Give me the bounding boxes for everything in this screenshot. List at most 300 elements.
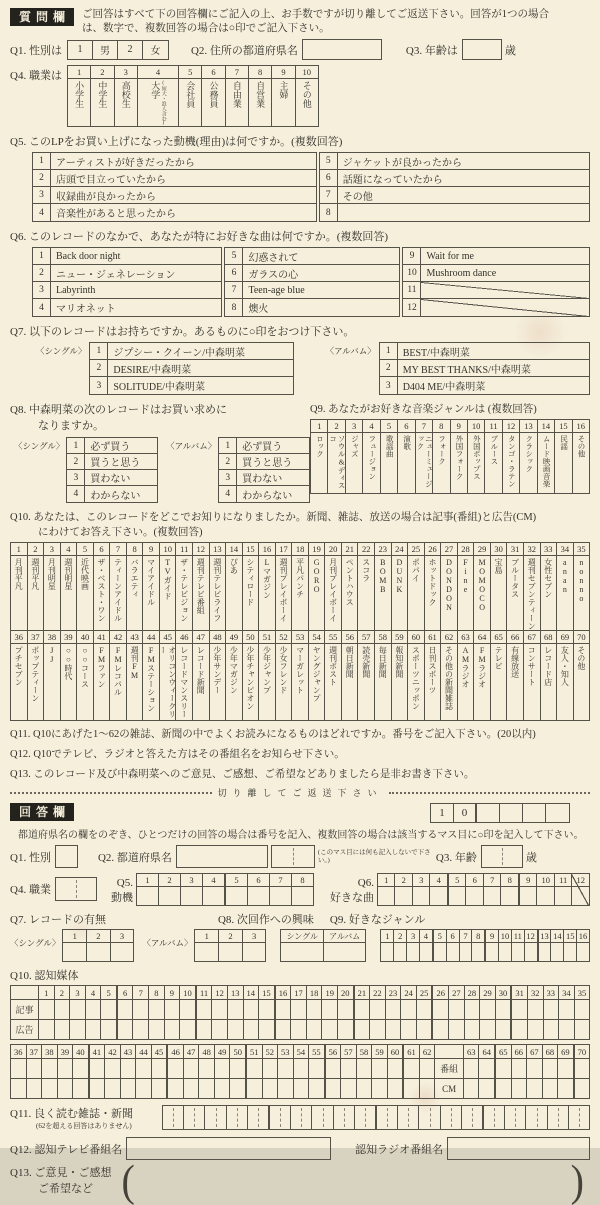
answer-cell[interactable]	[180, 1000, 197, 1019]
answer-cell[interactable]	[381, 943, 393, 961]
answer-cell[interactable]	[70, 1000, 86, 1019]
answer-cell[interactable]	[101, 1020, 118, 1039]
answer-prefecture-code-cell[interactable]	[271, 845, 315, 868]
answer-cell[interactable]	[512, 1000, 528, 1019]
answer-cell[interactable]	[159, 887, 180, 905]
answer-cell[interactable]	[276, 1000, 292, 1019]
answer-cell[interactable]	[575, 1000, 590, 1019]
genre-column	[416, 420, 433, 493]
answer-cell[interactable]	[149, 1000, 165, 1019]
answer-cell[interactable]	[539, 943, 551, 961]
answer-q7-label: Q7. レコードの有無	[10, 914, 106, 926]
answer-cell[interactable]	[388, 1079, 405, 1098]
answer-cell[interactable]	[447, 943, 459, 961]
answer-column	[270, 874, 292, 905]
answer-column-number: 2	[87, 930, 110, 943]
answer-cell[interactable]	[118, 1000, 134, 1019]
answer-cell[interactable]	[118, 1020, 134, 1039]
media-number: 67	[524, 631, 540, 644]
answer-cell[interactable]	[137, 887, 158, 905]
column-number: 68	[543, 1045, 559, 1058]
answer-cell[interactable]	[496, 1079, 512, 1098]
answer-cell[interactable]	[496, 1059, 512, 1078]
media-name: DUNK	[394, 558, 404, 594]
answer-q9-label: Q9. 好きなジャンル	[329, 914, 426, 926]
media-number: 49	[226, 631, 242, 644]
answer-cell[interactable]	[149, 1020, 165, 1039]
magazine-answer-cell[interactable]	[569, 1106, 589, 1129]
answer-cell[interactable]	[101, 1000, 118, 1019]
answer-cell[interactable]	[388, 1059, 405, 1078]
magazine-answer-cell[interactable]	[334, 1106, 355, 1129]
answer-column-number: 1	[195, 930, 218, 943]
song-title: Mushroom dance	[426, 267, 497, 279]
answer-cell[interactable]	[575, 1020, 590, 1039]
answer-cell[interactable]	[449, 1020, 465, 1039]
answer-cell[interactable]	[417, 1000, 434, 1019]
answer-cell[interactable]	[341, 1079, 357, 1098]
buy-option-row	[67, 470, 157, 486]
answer-cell[interactable]	[294, 1079, 310, 1098]
question-section-header-row	[10, 8, 590, 35]
answer-cell[interactable]	[27, 1059, 43, 1078]
answer-cell[interactable]	[417, 1020, 434, 1039]
answer-cell[interactable]	[181, 887, 202, 905]
answer-cell[interactable]	[215, 1059, 231, 1078]
media-name: TVガイド	[163, 558, 173, 600]
answer-cell[interactable]	[215, 1079, 231, 1098]
answer-cell[interactable]	[244, 1020, 260, 1039]
motive-number: 6	[320, 170, 338, 186]
answer-cell[interactable]	[180, 1020, 197, 1039]
answer-cell[interactable]	[247, 1079, 263, 1098]
answer-cell[interactable]	[70, 1020, 86, 1039]
answer-cell[interactable]	[512, 943, 524, 961]
answer-cell[interactable]	[528, 1020, 544, 1039]
song-title: 幻惑されて	[248, 252, 299, 264]
answer-cell[interactable]	[551, 943, 563, 961]
answer-cell[interactable]	[464, 1059, 480, 1078]
media-number: 14	[226, 543, 242, 556]
buy-option-row	[67, 438, 157, 454]
answer-cell[interactable]	[105, 1079, 121, 1098]
answer-age-cell[interactable]	[481, 845, 523, 868]
answer-cell[interactable]	[386, 1000, 402, 1019]
answer-cell[interactable]	[55, 1020, 71, 1039]
answer-cell[interactable]	[480, 1000, 496, 1019]
answer-cell[interactable]	[559, 1000, 575, 1019]
answer-cell[interactable]	[168, 1079, 184, 1098]
media-number: 26	[425, 543, 441, 556]
answer-cell[interactable]	[165, 1000, 181, 1019]
answer-cell[interactable]	[527, 1059, 543, 1078]
magazine-answer-cell[interactable]	[441, 1106, 462, 1129]
answer-cell[interactable]	[465, 1000, 481, 1019]
answer-cell[interactable]	[420, 1059, 436, 1078]
answer-cell[interactable]	[55, 1000, 71, 1019]
media-column	[358, 543, 375, 630]
answer-column-number: 13	[540, 931, 549, 941]
answer-cell[interactable]	[90, 1059, 106, 1078]
genre-name: フュージョン	[367, 435, 377, 480]
answer-cell[interactable]	[520, 887, 537, 905]
answer-cell[interactable]	[370, 1000, 386, 1019]
answer-cell[interactable]	[291, 1000, 307, 1019]
q8-q9-row	[10, 401, 590, 503]
q10-label-line1: Q10. あなたは、このレコードをどこでお知りになりましたか。新聞、雑誌、放送の場合は記事(番組)と広告(CM)	[10, 512, 537, 523]
answer-cell[interactable]	[259, 1020, 276, 1039]
answer-cell[interactable]	[39, 1020, 55, 1039]
answer-cell[interactable]	[230, 1079, 247, 1098]
answer-cell[interactable]	[276, 1020, 292, 1039]
answer-cell[interactable]	[73, 1059, 90, 1078]
answer-q4-q5-q6-row	[10, 873, 590, 906]
record-title: SOLITUDE/中森明菜	[113, 382, 206, 393]
magazine-answer-cell[interactable]	[526, 1106, 547, 1129]
answer-cell[interactable]	[152, 1079, 169, 1098]
media-column	[408, 543, 425, 630]
media-name: BOMB	[378, 558, 388, 594]
radio-program-input-box[interactable]	[447, 1137, 590, 1160]
media-name: プチセブン	[14, 646, 24, 686]
answer-cell[interactable]	[558, 1079, 575, 1098]
answer-cell[interactable]	[244, 1000, 260, 1019]
magazine-answer-cell[interactable]	[398, 1106, 419, 1129]
genre-number: 2	[328, 420, 344, 433]
answer-cell[interactable]	[291, 1020, 307, 1039]
media-name: anan	[560, 558, 570, 594]
comments-area[interactable]	[135, 1164, 571, 1194]
answer-cell[interactable]	[512, 1020, 528, 1039]
answer-cell[interactable]	[357, 1059, 373, 1078]
answer-cell[interactable]	[152, 1059, 169, 1078]
column-number: 35	[577, 987, 587, 998]
answer-cell[interactable]	[230, 1059, 247, 1078]
magazine-answer-cell[interactable]	[270, 1106, 291, 1129]
answer-cell[interactable]	[496, 1020, 513, 1039]
answer-cell[interactable]	[486, 943, 498, 961]
answer-cell[interactable]	[212, 1000, 228, 1019]
grid1-header-row	[11, 986, 589, 1000]
media-number: 66	[507, 631, 523, 644]
answer-cell[interactable]	[11, 1059, 27, 1078]
q10-media-table-row2	[10, 630, 590, 721]
answer-cell[interactable]	[420, 1079, 436, 1098]
answer-cell[interactable]	[543, 1079, 559, 1098]
magazine-answer-cell[interactable]	[248, 1106, 270, 1129]
answer-cell[interactable]	[378, 887, 395, 905]
answer-cell[interactable]	[395, 887, 412, 905]
occupation-column	[272, 66, 295, 126]
magazine-answer-cell[interactable]	[312, 1106, 333, 1129]
answer-cell[interactable]	[307, 1020, 323, 1039]
answer-cell[interactable]	[525, 943, 537, 961]
answer-cell[interactable]: CM	[435, 1079, 464, 1098]
answer-cell[interactable]	[86, 1000, 102, 1019]
answer-cell[interactable]	[168, 1059, 184, 1078]
media-column	[243, 543, 260, 630]
answer-cell[interactable]	[105, 1059, 121, 1078]
column-number: 40	[73, 1045, 90, 1058]
answer-cell[interactable]	[121, 1079, 137, 1098]
answer-cell[interactable]	[496, 1000, 513, 1019]
magazine-answer-cell[interactable]	[548, 1106, 569, 1129]
answer-cell[interactable]	[219, 943, 242, 961]
answer-cell[interactable]	[572, 887, 589, 905]
answer-cell[interactable]	[575, 1059, 590, 1078]
answer-cell[interactable]	[420, 943, 432, 961]
column-number: 59	[372, 1045, 388, 1058]
answer-cell[interactable]	[136, 1079, 152, 1098]
column-number: 20	[338, 986, 355, 999]
answer-column-number: 3	[243, 930, 266, 943]
answer-cell[interactable]	[228, 1020, 244, 1039]
answer-cell[interactable]	[247, 1059, 263, 1078]
answer-cell[interactable]	[248, 887, 269, 905]
answer-cell[interactable]	[480, 1020, 496, 1039]
tv-program-input-box[interactable]	[126, 1137, 331, 1160]
answer-cell[interactable]	[326, 1079, 342, 1098]
answer-cell[interactable]	[326, 1059, 342, 1078]
answer-cell[interactable]	[63, 943, 86, 961]
answer-cell[interactable]	[184, 1079, 200, 1098]
column-number: 44	[136, 1045, 152, 1058]
answer-cell[interactable]	[341, 1059, 357, 1078]
q1-label: Q1. 性別は	[10, 44, 62, 57]
magazine-answer-cell[interactable]	[355, 1106, 377, 1129]
magazine-answer-cell[interactable]	[462, 1106, 484, 1129]
answer-cell[interactable]	[338, 1000, 355, 1019]
answer-section-title: 回答欄	[10, 803, 74, 821]
occupation-column	[226, 66, 249, 126]
answer-cell[interactable]	[39, 1000, 55, 1019]
answer-cell[interactable]	[309, 1079, 326, 1098]
media-name: 週刊プレイボーイ	[279, 558, 289, 622]
answer-cell[interactable]	[270, 887, 291, 905]
answer-cell[interactable]	[544, 1000, 560, 1019]
answer-cell[interactable]	[197, 1000, 213, 1019]
answer-cell[interactable]	[111, 943, 134, 961]
q9-genre-table	[310, 419, 590, 494]
answer-cell[interactable]	[212, 1020, 228, 1039]
media-number: 8	[127, 543, 143, 556]
answer-column	[525, 930, 539, 961]
grid1-corner	[11, 986, 39, 999]
answer-cell[interactable]	[413, 887, 430, 905]
magazine-answer-cell[interactable]	[184, 1106, 205, 1129]
answer-cell[interactable]	[228, 1000, 244, 1019]
answer-cell[interactable]	[430, 887, 447, 905]
answer-cell[interactable]	[372, 1079, 388, 1098]
answer-cell[interactable]	[197, 1020, 213, 1039]
answer-cell[interactable]	[501, 887, 518, 905]
answer-cell[interactable]	[512, 1059, 528, 1078]
answer-cell[interactable]	[465, 1020, 481, 1039]
answer-occupation-cell[interactable]	[55, 877, 97, 901]
answer-cell[interactable]	[357, 1079, 373, 1098]
answer-q13-label2: ご希望など	[38, 1183, 93, 1195]
media-number: 53	[292, 631, 308, 644]
answer-cell[interactable]	[449, 887, 466, 905]
answer-cell[interactable]	[407, 943, 419, 961]
answer-column	[499, 930, 512, 961]
media-number: 65	[491, 631, 507, 644]
answer-cell[interactable]	[543, 1059, 559, 1078]
column-number: 64	[479, 1045, 496, 1058]
genre-column	[573, 420, 589, 493]
answer-cell[interactable]	[42, 1059, 58, 1078]
answer-cell[interactable]	[355, 1020, 371, 1039]
answer-cell[interactable]	[294, 1059, 310, 1078]
magazine-answer-cell[interactable]	[163, 1106, 184, 1129]
answer-cell[interactable]	[133, 1000, 149, 1019]
motive-text: ジャケットが良かったから	[342, 157, 463, 169]
answer-cell[interactable]	[386, 1020, 402, 1039]
answer-cell[interactable]	[259, 1000, 276, 1019]
answer-cell[interactable]	[472, 943, 484, 961]
answer-cell[interactable]	[338, 1020, 355, 1039]
answer-cell[interactable]	[86, 1020, 102, 1039]
answer-cell[interactable]	[136, 1059, 152, 1078]
occupation-name: 自由業	[231, 81, 242, 108]
answer-cell[interactable]	[199, 1079, 215, 1098]
song-title: 燠火	[248, 304, 269, 315]
answer-cell[interactable]	[527, 1079, 543, 1098]
answer-cell[interactable]	[121, 1059, 137, 1078]
answer-cell[interactable]	[278, 1059, 294, 1078]
answer-cell[interactable]	[433, 1000, 449, 1019]
answer-cell[interactable]	[58, 1059, 74, 1078]
answer-gender-cell[interactable]	[55, 845, 78, 868]
answer-cell[interactable]	[73, 1079, 90, 1098]
song-number: 1	[33, 248, 51, 264]
answer-cell[interactable]	[434, 943, 446, 961]
answer-cell[interactable]	[401, 1000, 417, 1019]
answer-cell[interactable]	[133, 1020, 149, 1039]
media-column	[325, 631, 342, 720]
answer-cell[interactable]	[559, 1020, 575, 1039]
genre-name: ジャズ	[350, 435, 360, 458]
answer-cell[interactable]	[278, 1079, 294, 1098]
media-name: 少年マガジン	[229, 646, 239, 694]
answer-cell[interactable]	[165, 1020, 181, 1039]
answer-cell[interactable]: 番組	[435, 1059, 464, 1078]
answer-q11-note: (62を超える回答はありません)	[36, 1122, 132, 1130]
magazine-answer-cell[interactable]	[205, 1106, 226, 1129]
answer-cell[interactable]	[564, 943, 576, 961]
occupation-column	[202, 66, 225, 126]
answer-cell[interactable]	[355, 1000, 371, 1019]
magazine-answer-cell[interactable]	[227, 1106, 248, 1129]
column-number: 56	[326, 1045, 342, 1058]
answer-q6-label2: 好きな曲	[329, 892, 374, 904]
media-number: 50	[243, 631, 259, 644]
answer-q11-row	[10, 1105, 590, 1131]
answer-cell[interactable]	[404, 1059, 420, 1078]
answer-cell[interactable]	[464, 1079, 480, 1098]
answer-cell[interactable]	[184, 1059, 200, 1078]
magazine-answer-cell[interactable]	[484, 1106, 505, 1129]
answer-cell[interactable]	[322, 1000, 338, 1019]
answer-cell[interactable]	[460, 943, 472, 961]
answer-cell[interactable]	[309, 1059, 326, 1078]
answer-cell[interactable]	[372, 1059, 388, 1078]
answer-cell[interactable]	[394, 943, 406, 961]
answer-cell[interactable]	[466, 887, 483, 905]
answer-column-number: 4	[430, 874, 447, 887]
answer-cell[interactable]	[449, 1000, 465, 1019]
answer-cell[interactable]	[263, 1079, 279, 1098]
answer-cell[interactable]	[499, 943, 511, 961]
answer-cell[interactable]	[226, 887, 247, 905]
media-number: 9	[143, 543, 159, 556]
buy-option-text: わからない	[242, 490, 293, 502]
answer-cell[interactable]	[479, 1059, 496, 1078]
column-number: 43	[121, 1045, 137, 1058]
answer-cell[interactable]	[558, 1059, 575, 1078]
magazine-answer-cell[interactable]	[291, 1106, 312, 1129]
occupation-column	[296, 66, 318, 126]
magazine-answer-cell[interactable]	[377, 1106, 398, 1129]
answer-cell[interactable]	[575, 1079, 590, 1098]
answer-prefecture-cell[interactable]	[176, 845, 268, 868]
answer-column-number: 3	[181, 874, 202, 887]
media-name: テレビ	[494, 646, 504, 670]
answer-cell[interactable]	[370, 1020, 386, 1039]
answer-cell[interactable]	[555, 887, 572, 905]
answer-cell[interactable]	[484, 887, 501, 905]
answer-cell[interactable]	[404, 1079, 420, 1098]
column-number: 47	[184, 1045, 200, 1058]
answer-cell[interactable]	[199, 1059, 215, 1078]
answer-cell[interactable]	[42, 1079, 58, 1098]
media-column	[94, 631, 111, 720]
answer-cell[interactable]	[263, 1059, 279, 1078]
answer-cell[interactable]	[203, 887, 224, 905]
answer-cell[interactable]	[479, 1079, 496, 1098]
answer-cell[interactable]	[577, 943, 589, 961]
answer-cell[interactable]	[512, 1079, 528, 1098]
answer-cell[interactable]	[90, 1079, 106, 1098]
answer-cell[interactable]	[433, 1020, 449, 1039]
answer-cell[interactable]	[27, 1079, 43, 1098]
answer-cell[interactable]	[528, 1000, 544, 1019]
answer-cell[interactable]	[243, 943, 266, 961]
magazine-answer-cell[interactable]	[419, 1106, 440, 1129]
answer-cell[interactable]	[322, 1020, 338, 1039]
answer-column-number: 7	[484, 874, 501, 887]
answer-cell[interactable]	[87, 943, 110, 961]
answer-cell[interactable]	[292, 887, 313, 905]
answer-cell[interactable]	[281, 943, 323, 961]
buy-option-number: 3	[67, 470, 85, 485]
answer-cell[interactable]	[307, 1000, 323, 1019]
magazine-answer-cell[interactable]	[505, 1106, 526, 1129]
answer-cell[interactable]	[58, 1079, 74, 1098]
answer-cell[interactable]	[11, 1079, 27, 1098]
answer-cell[interactable]	[195, 943, 218, 961]
genre-column	[485, 420, 502, 493]
genre-number: 4	[363, 420, 379, 433]
answer-cell[interactable]	[401, 1020, 417, 1039]
answer-cell[interactable]	[537, 887, 554, 905]
column-number: 54	[294, 1045, 310, 1058]
answer-cell[interactable]	[324, 943, 366, 961]
answer-column-number: 12	[572, 874, 589, 887]
answer-cell[interactable]	[544, 1020, 560, 1039]
media-name: 少年サンデー	[212, 646, 222, 694]
intro-line1: ご回答はすべて下の回答欄にご記入の上、お手数ですが切り離してご返送下さい。回答が1つの場合	[82, 9, 550, 20]
